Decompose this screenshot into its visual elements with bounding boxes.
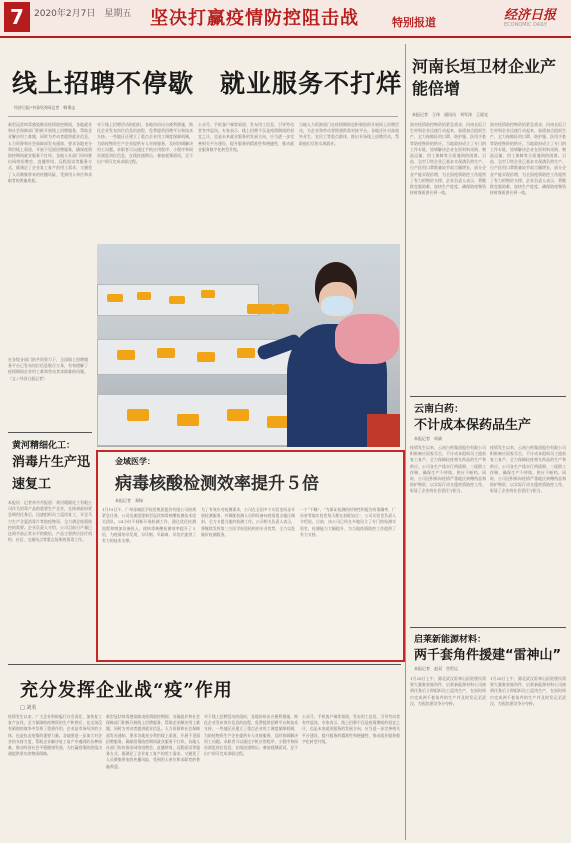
right-bottom-col-1: 1月28日上午，湖北武汉雷神山医院建设需要大量集装箱角件，启莱新能源材料公司接到任务后立即组织员工返岗生产，在短时间内完成两千套角件的生产并及时发运至武汉，为医院建设争分夺秒。 <box>410 676 486 706</box>
divider <box>410 396 566 397</box>
column-divider <box>405 44 406 840</box>
center-byline: 本报记者 郑杨 <box>115 498 143 503</box>
center-col-3: 一个“不睡”，“为保证检测的时效性和报告的准确率，广东省等地实验室每天都在加班加点”，公司实验室负责人介绍说。目前，该公司已经在多地设立了专门的检测实验室，检测能力大幅提升，为当地疫情防控工作提供了有力支持。 <box>300 507 396 537</box>
right-mid-col-1: 疫情发生以来，云南白药集团股份有限公司积极响应国家号召，不计成本组织员工提前复工复产，全力保障抗疫相关药品的生产和供应。公司各生产线实行两班倒、三班倒工作制，确保生产不停线、供应不断档。同时，公司还积极向疫情严重地区捐赠药品和防护物资，以实际行动支援疫情防控工作，彰显了企业的社会责任与担当。 <box>410 445 486 494</box>
bottom-col-4: 公众号、手机客户端等渠道，发布用工信息，引导劳动者有序返岗。专家表示，线上招聘不仅是疫情期间的权宜之计，也是未来就业服务的发展方向，应当进一步完善相关平台建设，提升服务的精准性和便捷性，推动就业服务数字化转型升级。 <box>302 714 400 744</box>
special-report-label: 特别报道 <box>392 16 436 29</box>
newspaper-logo-sub: ECONOMIC DAILY <box>504 22 547 28</box>
main-byline: 经济日报·中国经济网记者 韩秉志 <box>14 105 76 110</box>
bottom-col-3: 对于线上招聘活动的组织，各地纷纷出台便利措施，简化企业发布岗位信息的流程，免费提供招聘平台和技术支持。一些地区还建立了重点企业用工调度保障机制，为防疫物资生产企业提供专人对接服务，及时协调解决用工问题。求职者可以通过手机应用程序、小程序和网站浏览岗位信息，在线投递简历，参加视频面试，足不出户即可完成求职过程。 <box>204 714 298 757</box>
right-mid-headline: 不计成本保药品生产 <box>414 418 532 433</box>
bottom-headline: 充分发挥企业战“疫”作用 <box>20 680 233 701</box>
bottom-col-1: 疫情发生以来，广大企业积极履行社会责任，加快复工复产步伐，全力保障防疫物资的生产和供应，在这场没有硝烟的战争中发挥了重要作用。企业是市场经济的主体，也是抗击疫情的重要力量。各地要进一步加大对企业的支持力度，帮助企业解决复工复产中遇到的各种困难，推动经济社会平稳健康发展，为打赢疫情防控阻击战提供坚实的物质保障。 <box>8 714 102 757</box>
left-headline: 消毒片生产迅速复工 <box>12 455 91 492</box>
page-number: 7 <box>4 2 30 32</box>
divider <box>8 432 92 433</box>
right-top-col-1: 面对疫情防控物资的紧急需求，河南长垣卫生材料企业迅速行动起来，加班加点组织生产，全力保障医用口罩、防护服、医用手套等防疫物资的供应。当地政府成立了专门的工作专班，协调解决企业在原材料采购、物流运输、用工保障等方面遇到的困难。目前，全市卫材企业已基本实现满负荷生产，日产医用口罩数量较节前大幅增长，部分企业产能实现倍增，为全国疫情防控工作提供了有力的物资支撑。企业负责人表示，将继续克服困难，加快生产进度，确保防疫物资按时保质供应到一线。 <box>410 122 486 196</box>
page-slogan: 坚决打赢疫情防控阻击战 <box>150 8 359 29</box>
factory-worker-photo <box>97 244 400 447</box>
divider <box>410 627 566 628</box>
right-top-headline: 河南长垣卫材企业产能倍增 <box>412 57 557 98</box>
right-mid-byline: 本报记者 周斌 <box>414 436 442 441</box>
right-bottom-byline: 本报记者 赵双 宫世运 <box>414 666 458 671</box>
main-col-4: 当地人力资源部门在疫情期间也积极组织开展网上招聘活动，为企业和劳动者搭建供需对接平台。各地还针对高校毕业生、农民工等重点群体，推出专场线上招聘活动，帮助他们尽快实现就业。 <box>299 122 399 146</box>
center-headline: 病毒核酸检测效率提升５倍 <box>115 474 319 494</box>
main-col-1: 新型冠状病毒感染肺炎疫情防控期间，各地就业和社会保障部门积极开展线上招聘服务，帮助企业解决用工难题，同时为劳动者提供就业信息。人力资源和社会保障部发布通知，要求各地充分利用线上渠道，开展不见面招聘服务，确保疫情防控期间就业服务不打烊。各地人社部门纷纷推出网络招聘会、直播带岗、远程面试等服务方式，既满足了企业复工复产的用工需求，又避免了人员聚集带来的传播风险，受到用人单位和求职者的普遍欢迎。 <box>8 122 92 183</box>
center-kicker: 金域医学： <box>115 457 155 466</box>
divider <box>8 116 398 117</box>
right-mid-col-2: 疫情发生以来，云南白药集团股份有限公司积极响应国家号召，不计成本组织员工提前复工复产，全力保障抗疫相关药品的生产和供应。公司各生产线实行两班倒、三班倒工作制，确保生产不停线、供应不断档。同时，公司还积极向疫情严重地区捐赠药品和防护物资，以实际行动支援疫情防控工作，彰显了企业的社会责任与担当。 <box>490 445 566 494</box>
right-top-col-2: 面对疫情防控物资的紧急需求，河南长垣卫生材料企业迅速行动起来，加班加点组织生产，全力保障医用口罩、防护服、医用手套等防疫物资的供应。当地政府成立了专门的工作专班，协调解决企业在原材料采购、物流运输、用工保障等方面遇到的困难。目前，全市卫材企业已基本实现满负荷生产，日产医用口罩数量较节前大幅增长，部分企业产能实现倍增，为全国疫情防控工作提供了有力的物资支撑。企业负责人表示，将继续克服困难，加快生产进度，确保防疫物资按时保质供应到一线。 <box>490 122 566 196</box>
left-body: 本报讯 记者李丹丹报道：黄河精细化工有限公司作为消毒产品的重要生产企业，在接到政府紧急调用任务后，迅速组织员工返岗复工，开足马力生产含氯消毒片等防疫物资，全力满足疫情防控的需要。企业负责人介绍，公司目前日产量已达到节前正常水平的数倍，产品主要供应医疗机构、社区、交通站点等重点场所的消毒工作。 <box>8 500 92 543</box>
bottom-col-2: 新型冠状病毒感染肺炎疫情防控期间，各地就业和社会保障部门积极开展线上招聘服务，帮助企业解决用工难题，同时为劳动者提供就业信息。人力资源和社会保障部发布通知，要求各地充分利用线上渠道，开展不见面招聘服务，确保疫情防控期间就业服务不打烊。各地人社部门纷纷推出网络招聘会、直播带岗、远程面试等服务方式，既满足了企业复工复产的用工需求，又避免了人员聚集带来的传播风险，受到用人单位和求职者的普遍欢迎。 <box>106 714 200 769</box>
left-kicker: 黄河精细化工： <box>12 441 76 451</box>
newspaper-logo: 经济日报 <box>504 8 557 23</box>
main-col-3: 公众号、手机客户端等渠道，发布用工信息，引导劳动者有序返岗。专家表示，线上招聘不仅是疫情期间的权宜之计，也是未来就业服务的发展方向，应当进一步完善相关平台建设，提升服务的精准性和便捷性，推动就业服务数字化转型升级。 <box>198 122 294 152</box>
main-col-2: 对于线上招聘活动的组织，各地纷纷出台便利措施，简化企业发布岗位信息的流程，免费提供招聘平台和技术支持。一些地区还建立了重点企业用工调度保障机制，为防疫物资生产企业提供专人对接服务，及时协调解决用工问题。求职者可以通过手机应用程序、小程序和网站浏览岗位信息，在线投递简历，参加视频面试，足不出户即可完成求职过程。 <box>97 122 193 165</box>
right-bottom-headline: 两千套角件援建“雷神山” <box>414 648 562 663</box>
right-bottom-col-2: 1月28日上午，湖北武汉雷神山医院建设需要大量集装箱角件，启莱新能源材料公司接到任务后立即组织员工返岗生产，在短时间内完成两千套角件的生产并及时发运至武汉，为医院建设争分夺秒。 <box>490 676 566 706</box>
right-mid-kicker: 云南白药： <box>414 404 464 415</box>
right-top-byline: 本报记者 王伟 通讯员 刘军涛 王晨光 <box>412 112 488 117</box>
right-bottom-kicker: 启莱新能源材料： <box>414 635 487 645</box>
page-date: 2020年2月7日 星期五 <box>34 9 132 19</box>
bottom-byline: □ 刘英 <box>20 705 37 711</box>
divider <box>8 664 401 665</box>
center-col-2: 为了有效应对检测需求，公司在全国多个实验室同步开展检测服务，并调配检测人员和设备向疫情重点地区倾斜，全力支援当地的检测工作。公司相关负责人表示，将继续发挥第三方医学检验机构的专业优势，全力以赴做好检测服务。 <box>201 507 295 537</box>
center-col-1: 1月19日午，广州金域医学检验集团股份有限公司接到紧急任务，公司迅速组建新型冠状病毒核酸检测技术攻关团队，24小时不间断开展检测工作，通过优化检测流程和增加设备投入，使病毒核酸检测效率提升了５倍，为疫情的早发现、早诊断、早隔离、早治疗提供了有力的技术支撑。 <box>102 507 196 544</box>
photo-caption-box: 在各级各部门的共同努力下，全国线上招聘服务平台已发布岗位信息数百万条，有效缓解了疫情期间企业用工难和劳动者求职难的问题。（文 / 经济日报记者） <box>8 357 88 381</box>
main-headline: 线上招聘不停歇 就业服务不打烊 <box>12 69 403 98</box>
